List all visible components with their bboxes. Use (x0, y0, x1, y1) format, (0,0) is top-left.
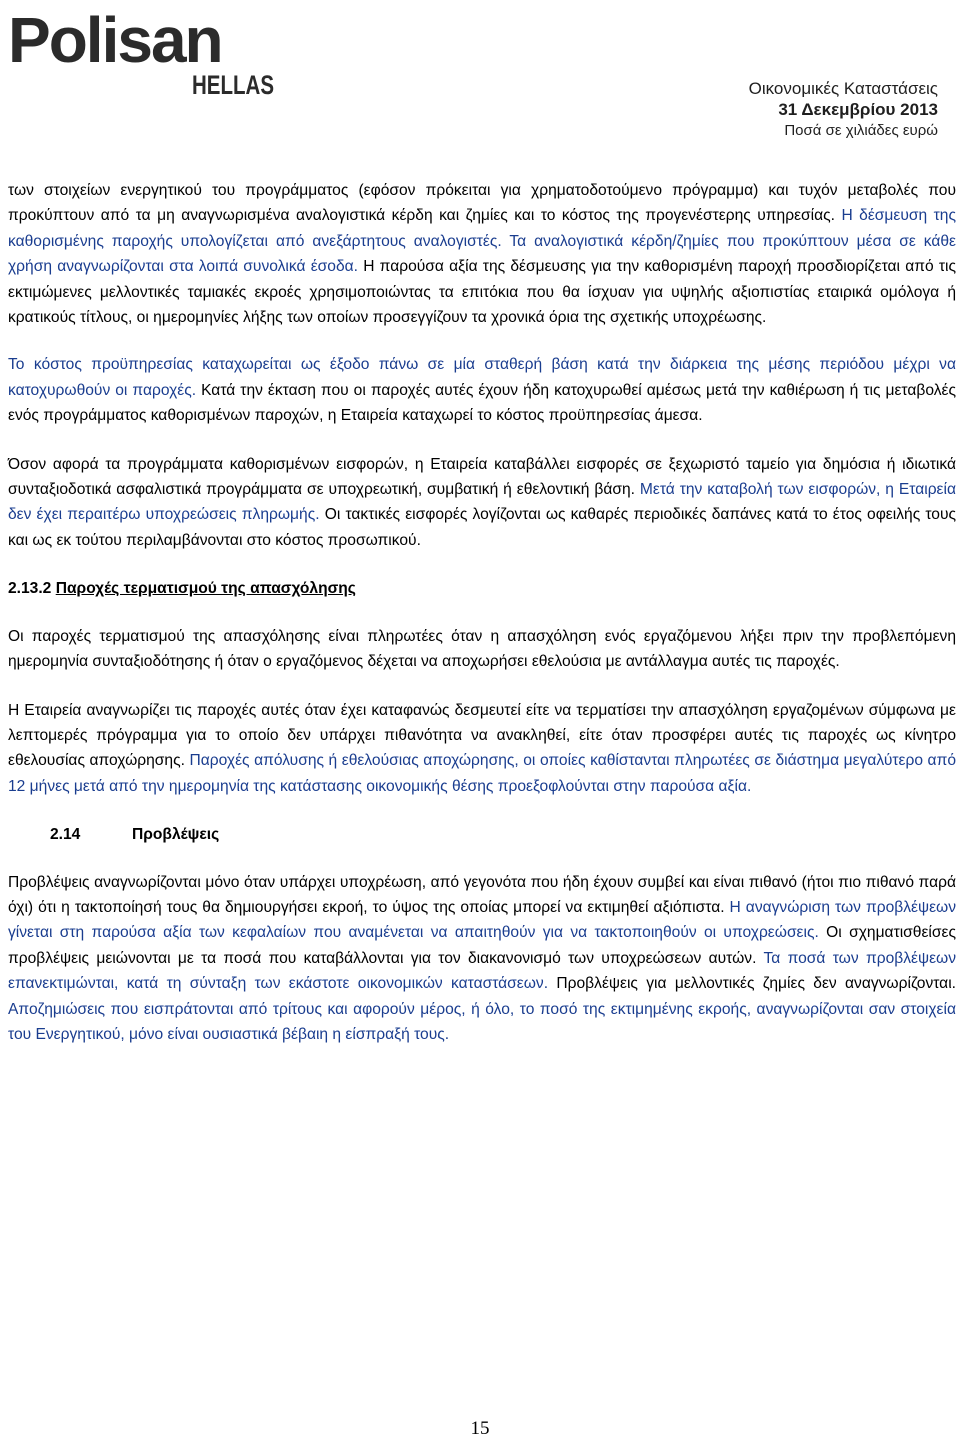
paragraph-defined-contribution: Όσον αφορά τα προγράμματα καθορισμένων εισφορών, η Εταιρεία καταβάλλει εισφορές σε ξεχωριστό ταμείο για δημόσια ή ιδιωτικά συνταξιοδοτικά ασφαλιστικά προγράμματα σε υποχρεωτική, συμβατική ή εθελοντική βάση. Μετά την καταβολή των εισφορών, η Εταιρεία δεν έχει περαιτέρω υποχρεώσεις πληρωμής. Οι τακτικές εισφορές λογίζονται ως καθαρές περιοδικές δαπάνες κατά το έτος οφειλής τους και ως εκ τούτου περιλαμβάνονται στο κόστος προσωπικού. (8, 455, 956, 549)
paragraph-termination-definition: Οι παροχές τερματισμού της απασχόλησης είναι πληρωτέες όταν η απασχόληση ενός εργαζόμενου λήξει πριν την προβλεπόμενη ημερομηνία συνταξιοδότησης ή όταν ο εργαζόμενος δέχεται να αποχωρήσει εθελούσια με αντάλλαγμα αυτές τις παροχές. (8, 627, 956, 671)
section-heading-termination-benefits: 2.13.2 Παροχές τερματισμού της απασχόλησης (8, 580, 356, 598)
polisan-hellas-logo (6, 4, 286, 100)
page-number: 15 (470, 1418, 490, 1439)
document-header (749, 78, 938, 141)
currency-unit-note: Ποσά σε χιλιάδες ευρώ (784, 122, 938, 139)
paragraph-provisions: Προβλέψεις αναγνωρίζονται μόνο όταν υπάρχει υποχρέωση, από γεγονότα που ήδη έχουν συμβεί και είναι πιθανό (ήτοι πιο πιθανό παρά όχι) ότι η τακτοποίησή τους θα δημιουργήσει εκροή, το ύψος της οποίας μπορεί να εκτιμηθεί αξιόπιστα. Η αναγνώριση των προβλέψεων γίνεται στη παρούσα αξία των κεφαλαίων που αναμένεται να απαιτηθούν για να τακτοποιηθούν οι υποχρεώσεις. Οι σχηματισθείσες προβλέψεις μειώνονται με τα ποσά που καταβάλλονται για τον διακανονισμό των υποχρεώσεων αυτών. Τα ποσά των προβλέψεων επανεκτιμώνται, κατά τη σύνταξη των εκάστοτε οικονομικών καταστάσεων. Προβλέψεις για μελλοντικές ζημίες δεν αναγνωρίζονται. Αποζημιώσεις που εισπράτονται από τρίτους και αφορούν μέρος, ή όλο, το ποσό της εκτιμημένης εκροής, αναγνωρίζονται σαν στοιχεία του Ενεργητικού, μόνο είναι ουσιαστικά βέβαιη η είσπραξή τους. (8, 873, 957, 1043)
document-body (8, 178, 956, 1070)
section-heading-provisions: 2.14 Προβλέψεις (50, 826, 220, 844)
paragraph-termination-recognition: Η Εταιρεία αναγνωρίζει τις παροχές αυτές όταν έχει καταφανώς δεσμευτεί είτε να τερματίσει την απασχόληση εργαζομένων σύμφωνα με λεπτομερές πρόγραμμα για το οποίο δεν υπάρχει πιθανότητα να ανακληθεί, είτε όταν προσφέρει αυτές τις παροχές ως κίνητρο εθελουσίας αποχώρησης. Παροχές απόλυσης ή εθελούσιας αποχώρησης, οι οποίες καθίστανται πληρωτέες σε διάστημα μεγαλύτερο από 12 μήνες μετά από την ημερομηνία της κατάστασης οικονομικής θέσης προεξοφλούνται στην παρούσα αξία. (8, 701, 956, 795)
logo-sub-text: HELLAS (192, 70, 274, 100)
document-date: 31 Δεκεμβρίου 2013 (778, 100, 938, 119)
paragraph-defined-benefit: των στοιχείων ενεργητικού του προγράμματος (εφόσον πρόκειται για χρηματοδοτούμενο πρόγραμμα) και τυχόν μεταβολές που προκύπτουν από τα μη αναγνωρισμένα αναλογιστικά κέρδη και ζημίες και το κόστος της προγενέστερης υπηρεσίας. Η δέσμευση της καθορισμένης παροχής υπολογίζεται από ανεξάρτητους αναλογιστές. Τα αναλογιστικά κέρδη/ζημίες που προκύπτουν μέσα σε κάθε χρήση αναγνωρίζονται στα λοιπά συνολικά έσοδα. Η παρούσα αξία της δέσμευσης για την καθορισμένη παροχή προσδιορίζεται από τις εκτιμώμενες μελλοντικές ταμιακές εκροές χρησιμοποιώντας τα επιτόκια που θα ίσχυαν για υψηλής αξιοπιστίας εταιρικά ομόλογα ή κρατικούς τίτλους, οι ημερομηνίες λήξης των οποίων προσεγγίζουν τα χρονικά όρια της σχετικής υποχρέωσης. (8, 182, 956, 327)
paragraph-past-service-cost: Το κόστος προϋπηρεσίας καταχωρείται ως έξοδο πάνω σε μία σταθερή βάση κατά την διάρκεια της μέσης περιόδου μέχρι να κατοχυρωθούν οι παροχές. Κατά την έκταση που οι παροχές αυτές έχουν ήδη κατοχυρωθεί αμέσως μετά την καθιέρωση ή τις μεταβολές ενός προγράμματος καθορισμένων παροχών, η Εταιρεία καταχωρεί το κόστος προϋπηρεσίας άμεσα. (8, 356, 956, 425)
logo-brand-text: Polisan (8, 4, 222, 76)
document-title: Οικονομικές Καταστάσεις (748, 79, 938, 98)
